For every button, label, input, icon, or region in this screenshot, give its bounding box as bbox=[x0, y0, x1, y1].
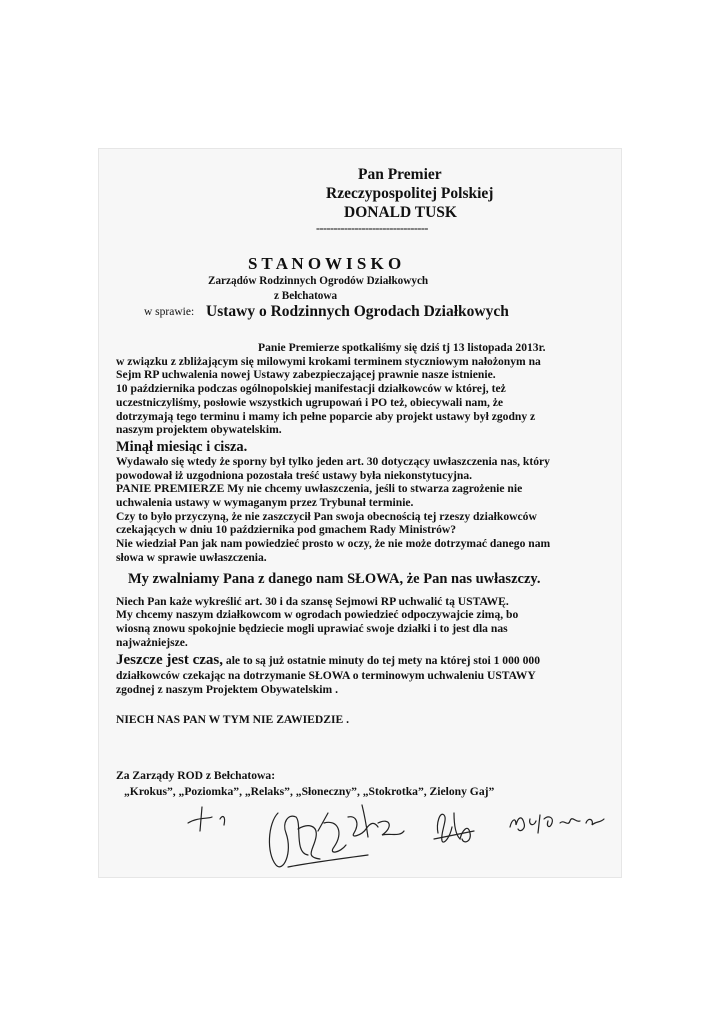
addressee-line-2: Rzeczypospolitej Polskiej bbox=[326, 185, 494, 202]
signature-3 bbox=[434, 813, 474, 842]
document-title: S T A N O W I S K O bbox=[248, 254, 402, 273]
body-line: najważniejsze. bbox=[116, 635, 188, 649]
signature-1 bbox=[188, 807, 225, 831]
body-line: działkowców czekając na dotrzymanie SŁOWA o terminowym uchwaleniu USTAWY bbox=[116, 669, 536, 683]
document-subtitle-1: Zarządów Rodzinnych Ogrodów Działkowych bbox=[208, 275, 429, 287]
body-line: zgodnej z naszym Projektem Obywatelskim . bbox=[116, 683, 338, 697]
addressee-rule: -------------------------------- bbox=[316, 221, 428, 235]
body-line: Panie Premierze spotkaliśmy się dziś tj 13 listopada 2013r. bbox=[258, 341, 546, 354]
letter-body bbox=[116, 341, 616, 726]
body-line: naszym projektem obywatelskim. bbox=[116, 423, 282, 437]
signature-4 bbox=[510, 815, 604, 833]
body-line: PANIE PREMIERZE My nie chcemy uwłaszczenia, jeśli to stwarza zagrożenie nie bbox=[116, 482, 523, 496]
still-time-line bbox=[116, 652, 616, 669]
garden-names: „Krokus”, „Poziomka”, „Relaks”, „Słoneczny”, „Stokrotka”, Zielony Gaj” bbox=[124, 785, 495, 798]
body-line: wiosną znowu spokojnie będziecie mogli uprawiać swoje działki i to jest dla nas bbox=[116, 621, 508, 635]
body-line: powodował iż uzgodniona pozostała treść ustawy była niekonstytucyjna. bbox=[116, 468, 473, 482]
concerning-subject: Ustawy o Rodzinnych Ogrodach Działkowych bbox=[206, 303, 509, 320]
body-line: Wydawało się wtedy że sporny był tylko jeden art. 30 dotyczący uwłaszczenia nas, który bbox=[116, 454, 550, 468]
still-time-emphasis: Jeszcze jest czas, bbox=[116, 652, 224, 669]
body-line: 10 października podczas ogólnopolskiej manifestacji działkowców w której, też bbox=[116, 382, 506, 396]
release-line: My zwalniamy Pana z danego nam SŁOWA, że Pan nas uwłaszczy. bbox=[128, 570, 541, 587]
closing-line: NIECH NAS PAN W TYM NIE ZAWIEDZIE . bbox=[116, 712, 349, 726]
addressee-line-3: DONALD TUSK bbox=[344, 204, 457, 221]
silence-line: Minął miesiąc i cisza. bbox=[116, 438, 248, 455]
still-time-rest: ale to są już ostatnie minuty do tej mety na której stoi 1 000 000 bbox=[223, 654, 540, 668]
addressee-line-1: Pan Premier bbox=[358, 166, 442, 183]
body-line: Nie wiedział Pan jak nam powiedzieć prosto w oczy, że nie może dotrzymać danego nam bbox=[116, 537, 551, 551]
signature-label: Za Zarządy ROD z Bełchatowa: bbox=[116, 769, 276, 782]
body-line: czekających w dniu 10 października pod gmachem Rady Ministrów? bbox=[116, 523, 457, 537]
letter-page bbox=[98, 148, 622, 878]
body-line: Niech Pan każe wykreślić art. 30 i da szansę Sejmowi RP uchwalić tą USTAWĘ. bbox=[116, 594, 509, 608]
body-line: Czy to było przyczyną, że nie zaszczycił Pan swoja obecnością tej rzeszy działkowców bbox=[116, 509, 537, 523]
body-line: uczestniczyliśmy, posłowie wszystkich ugrupowań i PO też, obiecywali nam, że bbox=[116, 395, 504, 409]
body-line: uchwalenia ustawy w wymaganym przez Trybunał terminie. bbox=[116, 496, 414, 510]
concerning-label: w sprawie: bbox=[144, 306, 195, 318]
signature-2 bbox=[269, 805, 404, 867]
body-line: w związku z zbliżającym się milowymi krokami terminem styczniowym nałożonym na bbox=[116, 354, 541, 368]
handwritten-signatures bbox=[168, 793, 648, 883]
body-line: dotrzymają tego terminu i mamy ich pełne poparcie aby projekt ustawy był zgodny z bbox=[116, 409, 536, 423]
document-subtitle-2: z Bełchatowa bbox=[274, 290, 338, 302]
body-line: słowa w sprawie uwłaszczenia. bbox=[116, 550, 267, 564]
body-line: Sejm RP uchwalenia nowej Ustawy zabezpieczającej prawnie nasze istnienie. bbox=[116, 368, 496, 382]
body-line: My chcemy naszym działkowcom w ogrodach powiedzieć odpoczywajcie zimą, bo bbox=[116, 608, 519, 622]
